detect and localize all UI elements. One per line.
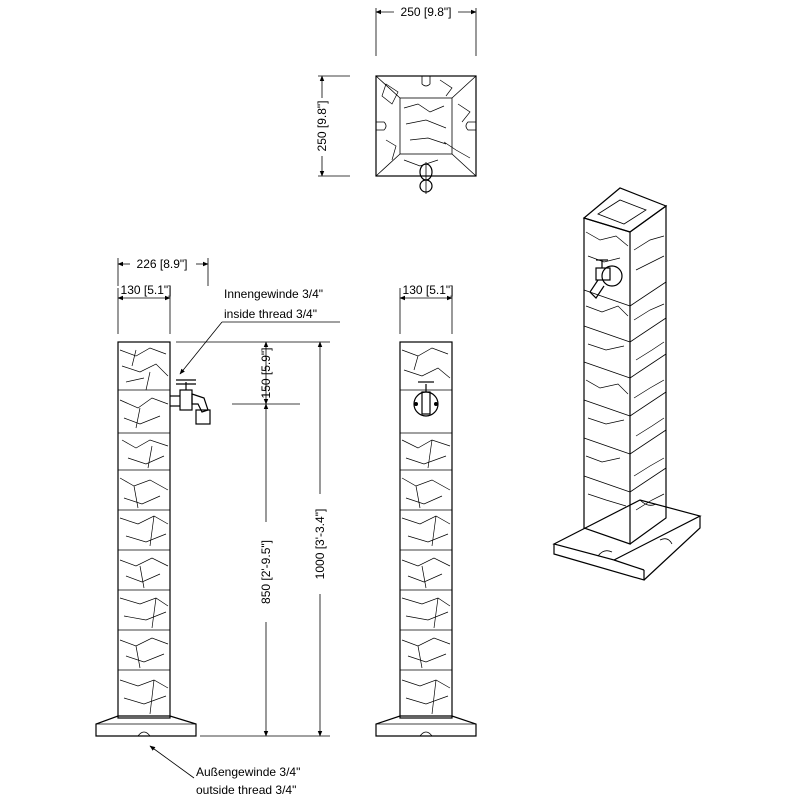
overall-width-label: 226 [8.9"]	[136, 257, 188, 271]
dim-tap-height	[200, 404, 300, 736]
tap-offset-label: 150 [5.9"]	[259, 347, 273, 399]
outside-thread-en: outside thread 3/4"	[196, 783, 297, 797]
inside-thread-en: inside thread 3/4"	[224, 307, 317, 321]
total-height-label: 1000 [3'-3.4"]	[313, 508, 327, 580]
dim-total-height	[300, 342, 330, 736]
isometric-view	[554, 188, 700, 580]
side-view	[96, 342, 210, 736]
dim-top-width	[376, 5, 476, 56]
dim-overall-width	[118, 257, 208, 286]
top-view	[376, 76, 476, 194]
dim-top-depth	[315, 76, 350, 176]
top-width-label: 250 [9.8"]	[400, 5, 452, 19]
column-width-front-label: 130 [5.1"]	[402, 283, 454, 297]
top-depth-label: 250 [9.8"]	[315, 100, 329, 152]
front-view	[376, 342, 476, 736]
inside-thread-de: Innengewinde 3/4"	[224, 287, 324, 301]
dim-column-width-side	[118, 283, 171, 334]
dim-column-width-front	[400, 283, 453, 334]
outside-thread-de: Außengewinde 3/4"	[196, 765, 301, 779]
column-width-side-label: 130 [5.1"]	[120, 283, 172, 297]
tap-height-label: 850 [2'-9.5"]	[259, 540, 273, 604]
outside-thread-callout	[150, 746, 300, 797]
